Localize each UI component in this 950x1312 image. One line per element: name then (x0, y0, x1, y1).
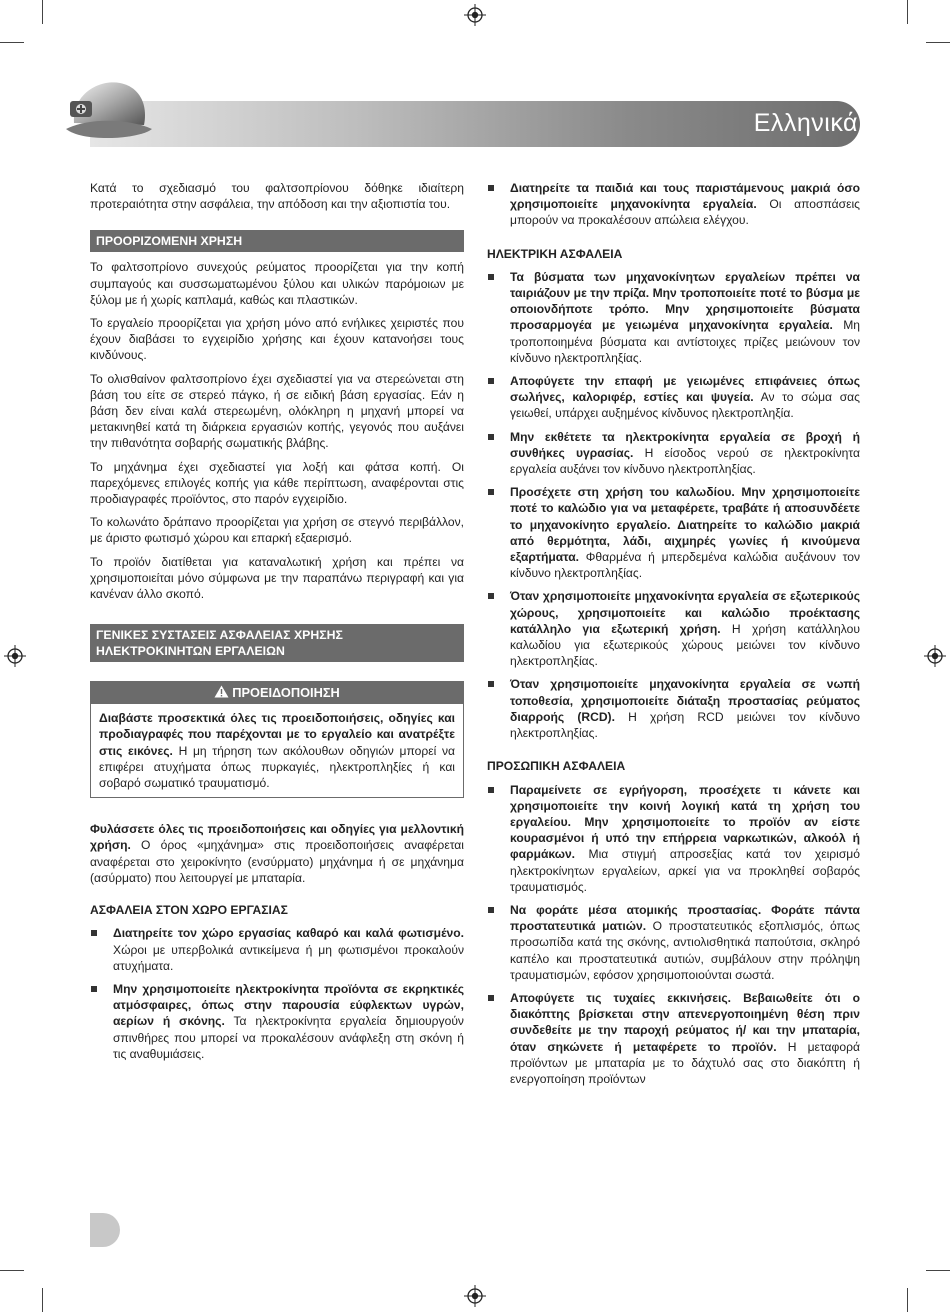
warning-title (91, 682, 463, 704)
item-text: Η μεταφορά προϊόντων με μπαταρία με το δάχτυλό σας στο διακόπτη ή ενεργοποίηση προϊόντων (510, 1039, 860, 1086)
list-item (487, 180, 860, 229)
item-text: Τα ηλεκτροκίνητα εργαλεία δημιουργούν σπινθήρες που μπορεί να προκαλέσουν ανάφλεξη στη σκόνη ή τις αναθυμιάσεις. (113, 1014, 464, 1061)
warning-bold: Διαβάστε προσεκτικά όλες τις προειδοποιήσεις, οδηγίες και προδιαγραφές που παρέχονται με το εργαλείο και ανατρέξτε στις εικόνες. (99, 711, 455, 758)
item-text: Φθαρμένα ή μπερδεμένα καλώδια αυξάνουν τον κίνδυνο ηλεκτροπληξίας. (510, 550, 860, 581)
item-text: Η χρήση RCD μειώνει τον κίνδυνο ηλεκτροπληξίας. (510, 709, 860, 741)
paragraph: Το κολωνάτο δράπανο προορίζεται για χρήση σε στεγνό περιβάλλον, με άριστο φωτισμό χώρου και επαρκή εξαερισμό. (90, 515, 464, 546)
crop-mark (0, 1270, 24, 1271)
heading-line: ΗΛΕΚΤΡΟΚΙΝΗΤΩΝ ΕΡΓΑΛΕΙΩΝ (96, 644, 285, 659)
electrical-list (487, 269, 860, 741)
keep-bold: Φυλάσσετε όλες τις προειδοποιήσεις και οδηγίες για μελλοντική χρήση. (90, 822, 464, 853)
paragraph: Το φαλτσοπρίονο συνεχούς ρεύματος προορίζεται για την κοπή συμπαγούς και συσσωματωμένου ξύλου και υλικών παρόμοιων με ξύλομ με ή χωρίς καπλαμά, καθώς και πλαστικών. (90, 260, 464, 307)
intro-paragraph: Κατά το σχεδιασμό του φαλτσοπρίονου δόθηκε ιδιαίτερη προτεραιότητα στην ασφάλεια, την απόδοση και την αξιοπιστία του. (90, 181, 464, 212)
paragraph: Το μηχάνημα έχει σχεδιαστεί για λοξή και φάτσα κοπή. Οι παρεχόμενες επιλογές κοπής για κάθε περίπτωση, αναφέρονται στις προδιαγραφές προϊόντος, στο παρόν εγχειρίδιο. (90, 459, 464, 507)
section-heading-intended-use: ΠΡΟΟΡΙΖΟΜΕΝΗ ΧΡΗΣΗ (90, 230, 464, 252)
list-item (487, 269, 860, 366)
header-bar (90, 101, 860, 147)
list-item (487, 902, 860, 983)
paragraph: Το προϊόν διατίθεται για καταναλωτική χρήση και πρέπει να χρησιμοποιείται μόνο σύμφωνα με την παραπάνω περιγραφή και για κανέναν άλλο σκοπό. (90, 554, 464, 602)
item-text: Η χρήση κατάλληλου καλωδίου για εξωτερικούς χώρους μειώνει τον κίνδυνο ηλεκτροπληξίας. (510, 621, 860, 669)
crop-mark (42, 1288, 43, 1312)
item-bold: Τα βύσματα των μηχανοκίνητων εργαλείων πρέπει να ταιριάζουν με την πρίζα. Μην τροποποιείτε ποτέ το βύσμα με οποιονδήποτε τρόπο. Μην χρησιμοποιείτε βύσματα προσαρμογέα με γειωμένα μηχανοκίνητα εργαλεία. (510, 269, 860, 333)
registration-mark-icon (464, 1285, 486, 1307)
list-item (487, 676, 860, 741)
item-bold: Παραμείνετε σε εγρήγορση, προσέχετε τι κάνετε και χρησιμοποιείτε την κοινή λογική κατά τη χρήση του εργαλείου. Μην χρησιμοποιείτε το προϊόν αν είστε κουρασμένοι ή υπό την επήρρεια ναρκωτικών, αλκοόλ ή φαρμάκων. (510, 782, 860, 862)
crop-mark (926, 1270, 950, 1271)
registration-mark-icon (924, 645, 946, 667)
right-column (487, 180, 860, 1094)
list-item (90, 981, 464, 1062)
workplace-list (90, 925, 464, 1062)
item-bold: Μην χρησιμοποιείτε ηλεκτροκίνητα προϊόντα σε εκρηκτικές ατμόσφαιρες, όπως στην παρουσία εύφλεκτων υγρών, αερίων ή σκόνης. (113, 981, 464, 1029)
list-item (487, 782, 860, 895)
heading-line: ΓΕΝΙΚΕΣ ΣΥΣΤΑΣΕΙΣ ΑΣΦΑΛΕΙΑΣ ΧΡΗΣΗΣ (96, 628, 343, 643)
item-text: Μια στιγμή απροσεξίας κατά τον χειρισμό ηλεκτροκίνητων εργαλείων, αρκεί για να προκληθεί σοβαρός τραυματισμός. (510, 847, 860, 894)
list-item (487, 484, 860, 581)
paragraph: Το εργαλείο προορίζεται για χρήση μόνο από ενήλικες χειριστές που έχουν διαβάσει το εγχειρίδιο χρήσης και έχουν κατανοήσει τους κινδύνους. (90, 316, 464, 363)
item-bold: Διατηρείτε τον χώρο εργασίας καθαρό και καλά φωτισμένο. (113, 926, 464, 941)
item-text: Ο προστατευτικός εξοπλισμός, όπως προσωπίδα κατά της σκόνης, αντιολισθητικά παπούτσια, σκληρό καπέλο και προστατευτικά αυτιών, συμβάλουν στην πρόληψη τραυματισμών, εφόσον χρησιμοποιούνται σωστά. (510, 919, 860, 982)
left-column (90, 180, 464, 1069)
warning-title-text: ΠΡΟΕΙΔΟΠΟΙΗΣΗ (232, 685, 340, 701)
page-title: Ελληνικά (753, 109, 858, 137)
item-bold: Να φοράτε μέσα ατομικής προστασίας. Φοράτε πάντα προστατευτικά ματιών. (510, 902, 860, 934)
crop-mark (0, 42, 24, 43)
keep-text: Ο όρος «μηχάνημα» στις προειδοποιήσεις αναφέρεται αναφέρεται στο χειροκίνητο (ενσύρματο) μηχάνημα ή σε μηχάνημα (ασύρματο) που λειτουργεί με μπαταρία. (90, 838, 464, 885)
warning-text: Η μη τήρηση των ακόλουθων οδηγιών μπορεί να επιφέρει ατυχήματα όπως πυρκαγιές, ηλεκτροπληξίες ή και σοβαρό σωματικό τραυματισμό. (99, 743, 456, 791)
subheading-workplace: ΑΣΦΑΛΕΙΑ ΣΤΟΝ ΧΩΡΟ ΕΡΓΑΣΙΑΣ (90, 903, 288, 918)
list-item (487, 990, 860, 1087)
item-bold: Όταν χρησιμοποιείτε μηχανοκίνητα εργαλεία σε νωπή τοποθεσία, χρησιμοποιείτε διάταξη προστασίας ρεύματος διαρροής (RCD). (510, 677, 860, 724)
list-item (487, 429, 860, 478)
warning-body (91, 704, 463, 797)
item-text: Οι αποσπάσεις μπορούν να προκαλέσουν απώλεια ελέγχου. (510, 197, 860, 228)
item-bold: Αποφύγετε την επαφή με γειωμένες επιφάνειες όπως σωλήνες, καλοριφέρ, εστίες και ψυγεία. (510, 374, 860, 405)
item-text: Η είσοδος νερού σε ηλεκτροκίνητα εργαλεία αυξάνει τον κίνδυνο ηλεκτροπληξίας. (510, 445, 860, 477)
personal-list (487, 782, 860, 1088)
paragraph: Το ολισθαίνον φαλτσοπρίονο έχει σχεδιαστεί για να στερεώνεται στη βάση του είτε σε στερεό πάγκο, ή σε ειδική βάση εργασίας. Εάν η βάση δεν είναι καλά στερεωμένη, ολόκληρη η μηχανή μπορεί να μετακινηθεί κατά τη διάρκεια εργασιών κοπής, γεγονός που αυξάνει την πιθανότητα σοβαρής σωματικής βλάβης. (90, 371, 464, 451)
item-text: Χώροι με υπερβολικά αντικείμενα ή μη φωτισμένοι προκαλούν ατυχήματα. (113, 942, 464, 973)
page-number-tab (90, 1213, 120, 1247)
crop-mark (907, 0, 908, 24)
children-list (487, 180, 860, 229)
subheading-personal: ΠΡΟΣΩΠΙΚΗ ΑΣΦΑΛΕΙΑ (487, 759, 626, 774)
item-text: Αν το σώμα σας γειωθεί, υπάρχει αυξημένος κίνδυνος ηλεκτροπληξία. (510, 390, 860, 421)
list-item (90, 925, 464, 974)
crop-mark (42, 0, 43, 24)
item-bold: Όταν χρησιμοποιείτε μηχανοκίνητα εργαλεία σε εξωτερικούς χώρους, χρησιμοποιείτε και καλώδιο προέκτασης κατάλληλο για εξωτερική χρήση. (510, 589, 860, 636)
item-bold: Μην εκθέτετε τα ηλεκτροκίνητα εργαλεία σε βροχή ή συνθήκες υγρασίας. (510, 429, 860, 460)
section-heading-general-safety (90, 624, 464, 662)
warning-box (90, 681, 464, 798)
registration-mark-icon (4, 645, 26, 667)
keep-instructions-paragraph (90, 821, 464, 886)
item-bold: Προσέχετε στη χρήση του καλωδίου. Μην χρησιμοποιείτε ποτέ το καλώδιο για να μεταφέρετε, τραβάτε ή αποσυνδέετε το μηχανοκίνητο εργαλείο. Διατηρείτε το καλώδιο μακριά από θερμότητα, λάδι, αιχμηρές γωνίες ή κινούμενα εξαρτήματα. (510, 485, 860, 565)
crop-mark (907, 1288, 908, 1312)
item-bold: Διατηρείτε τα παιδιά και τους παριστάμενους μακριά όσο χρησιμοποιείτε μηχανοκίνητα εργαλεία. (510, 181, 860, 212)
crop-mark (926, 42, 950, 43)
list-item (487, 588, 860, 669)
warning-triangle-icon (214, 685, 229, 698)
subheading-electrical: ΗΛΕΚΤΡΙΚΗ ΑΣΦΑΛΕΙΑ (487, 246, 623, 261)
registration-mark-icon (464, 4, 486, 26)
list-item (487, 373, 860, 422)
item-text: Μη τροποποιημένα βύσματα και αντίστοιχες πρίζες μειώνουν τον κίνδυνο ηλεκτροπληξίας. (510, 318, 860, 365)
item-bold: Αποφύγετε τις τυχαίες εκκινήσεις. Βεβαιωθείτε ότι ο διακόπτης βρίσκεται στην απενεργοποιημένη θέση πριν συνδεθείτε με την παροχή ρεύματος ή/ και την μπαταρία, όταν σηκώνετε ή μεταφέρετε το προϊόν. (510, 990, 860, 1054)
helmet-icon (60, 73, 156, 151)
